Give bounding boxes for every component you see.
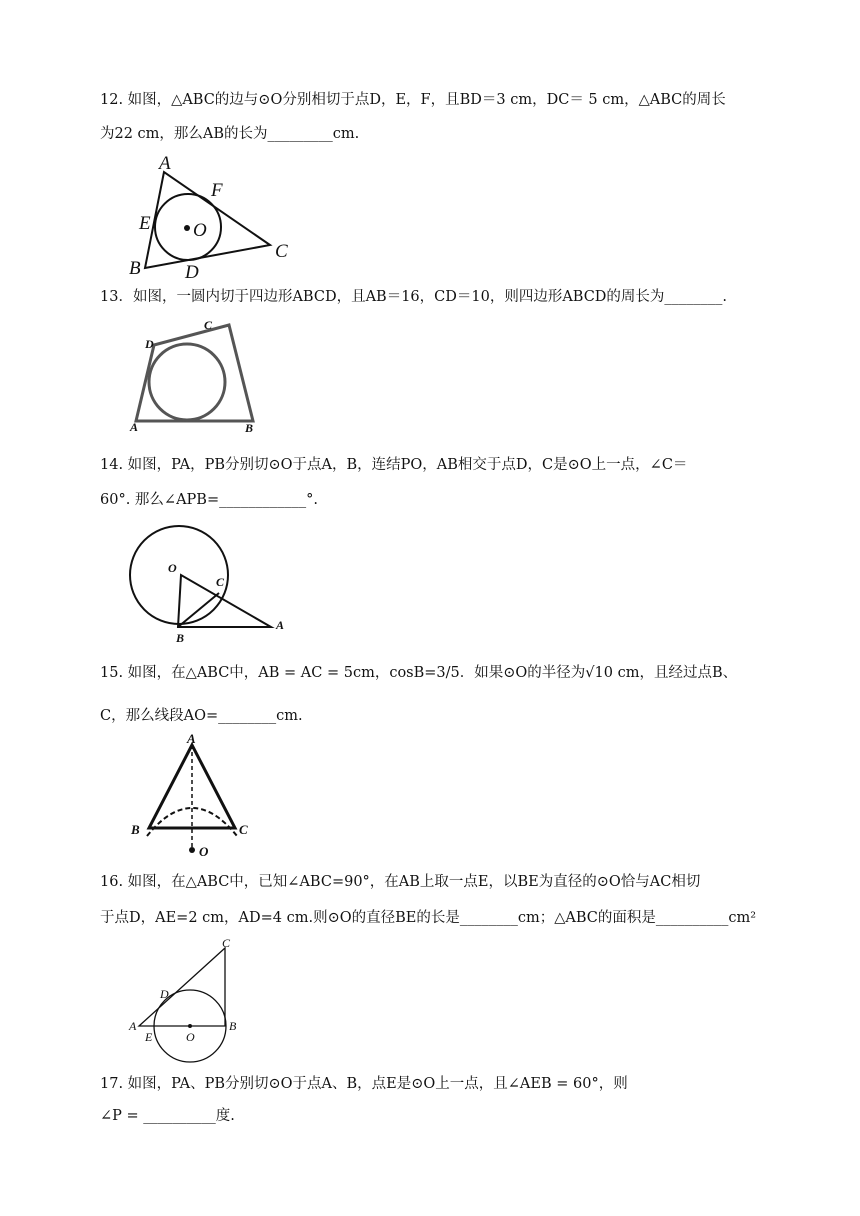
q14-line2: 60°. 那么∠APB=____________°. <box>100 492 318 508</box>
label-E: E <box>145 1030 153 1044</box>
incircle <box>149 344 225 420</box>
label-C: C <box>239 822 248 837</box>
label-D: D <box>145 337 154 351</box>
q15-figure <box>125 730 265 860</box>
label-B: B <box>129 258 141 279</box>
label-C: C <box>216 575 225 589</box>
label-O: O <box>168 561 177 575</box>
q17-line2: ∠P = __________度. <box>100 1108 235 1124</box>
label-B: B <box>176 631 185 645</box>
center-dot <box>184 225 190 231</box>
q13-line1: 13．如图，一圆内切于四边形ABCD，且AB＝16，CD＝10，则四边形ABCD的周长为________. <box>100 289 728 305</box>
center-dot <box>189 847 195 853</box>
q17-line1: 17. 如图，PA、PB分别切⊙O于点A、B，点E是⊙O上一点，且∠AEB = 60°，则 <box>100 1076 628 1092</box>
label-C: C <box>222 936 231 950</box>
label-F: F <box>211 180 223 201</box>
q12-line1: 12. 如图，△ABC的边与⊙O分别相切于点D，E，F，且BD＝3 cm，DC＝ 5 cm，△ABC的周长 <box>100 92 726 108</box>
label-A: A <box>187 731 196 746</box>
q15-line2: C，那么线段AO=________cm. <box>100 708 303 724</box>
label-E: E <box>139 213 151 234</box>
q13-figure <box>125 315 270 440</box>
label-D: D <box>185 262 199 283</box>
label-A: A <box>130 420 139 434</box>
q14-figure <box>125 525 295 645</box>
label-C: C <box>275 241 288 262</box>
label-D: D <box>160 987 169 1001</box>
q16-line2: 于点D，AE=2 cm，AD=4 cm.则⊙O的直径BE的长是________cm；△ABC的面积是__________cm² <box>100 910 757 926</box>
label-B: B <box>131 822 140 837</box>
q12-figure <box>125 150 295 285</box>
label-A: A <box>159 153 171 174</box>
label-O: O <box>193 220 207 241</box>
triangle-obp <box>178 575 271 627</box>
q16-line1: 16. 如图，在△ABC中，已知∠ABC=90°，在AB上取一点E，以BE为直径的⊙O恰与AC相切 <box>100 874 701 890</box>
center-dot <box>188 1024 192 1028</box>
q16-figure <box>125 932 250 1047</box>
q15-line1: 15. 如图，在△ABC中，AB = AC = 5cm，cosB=3/5．如果⊙O的半径为√10 cm，且经过点B、 <box>100 665 738 681</box>
q12-line2: 为22 cm，那么AB的长为_________cm. <box>100 126 360 142</box>
triangle-abc <box>139 948 225 1026</box>
label-A: A <box>276 618 285 632</box>
label-O: O <box>199 844 209 859</box>
label-A: A <box>129 1019 137 1033</box>
label-B: B <box>245 421 254 435</box>
label-C: C <box>204 318 213 332</box>
q14-line1: 14. 如图，PA，PB分别切⊙O于点A，B，连结PO，AB相交于点D，C是⊙O上一点，∠C＝ <box>100 457 688 473</box>
label-O: O <box>186 1030 195 1044</box>
label-B: B <box>229 1019 237 1033</box>
